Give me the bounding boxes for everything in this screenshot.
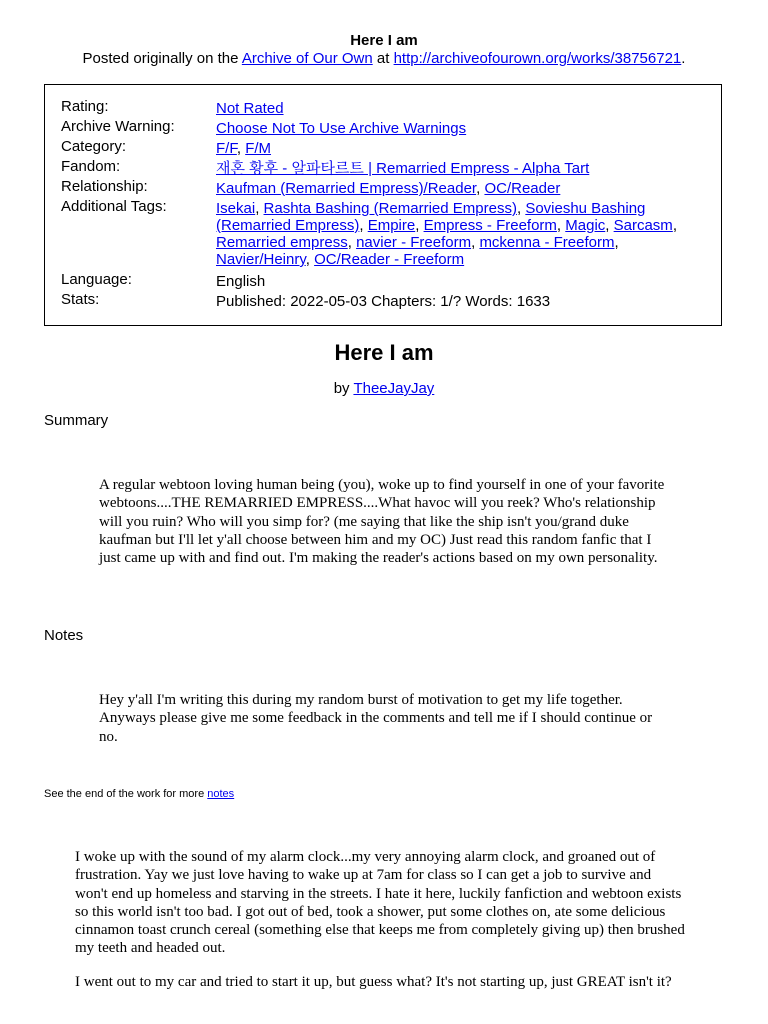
posted-line (0, 50, 768, 68)
posted-at: at (376, 50, 390, 67)
summary-heading: Summary (44, 412, 109, 429)
warning-link[interactable]: Choose Not To Use Archive Warnings (216, 120, 467, 137)
work-url-link[interactable]: http://archiveofourown.org/works/38756721 (393, 50, 682, 67)
relationship-link[interactable]: Kaufman (Remarried Empress)/Reader (216, 180, 477, 197)
rating-link[interactable]: Not Rated (216, 100, 284, 117)
archive-link[interactable]: Archive of Our Own (241, 50, 373, 67)
category-link[interactable]: F/M (245, 140, 272, 157)
stats-value: Published: 2022-05-03 Chapters: 1/? Words: 1633 (216, 293, 551, 310)
body-paragraph: I woke up with the sound of my alarm clock...my very annoying alarm clock, and groaned out of frustration. Yay we just love having to wake up at 7am for class so I can get a job to survive and won't end up homeless and starving in the streets. I hate it here, luckily fanfiction and webtoon exists so this world isn't too bad. I got out of bed, took a shower, put some clothes on, ate some delicious cinnamon toast crunch cereal (something else that keeps me from completely giving up) then brushed my teeth and headed out. (75, 849, 685, 957)
work-title: Here I am (334, 340, 434, 365)
language-value: English (216, 273, 266, 290)
stats-label: Stats: (61, 291, 100, 308)
tag-link[interactable]: Navier/Heinry (216, 251, 306, 268)
document-header (0, 32, 768, 68)
relationship-link[interactable]: OC/Reader (484, 180, 561, 197)
category-label: Category: (61, 138, 127, 155)
language-label: Language: (61, 271, 132, 288)
end-notes-prefix: See the end of the work for more (44, 788, 205, 800)
author-link[interactable]: TheeJayJay (353, 380, 435, 397)
end-notes-line (44, 788, 234, 800)
posted-prefix: Posted originally on the (82, 50, 239, 67)
tag-link[interactable]: Empress - Freeform (423, 217, 557, 234)
tag-link[interactable]: navier - Freeform (356, 234, 472, 251)
tag-link[interactable]: Empire (367, 217, 416, 234)
posted-period: . (681, 50, 686, 67)
tag-link[interactable]: Remarried empress (216, 234, 348, 251)
summary-text: A regular webtoon loving human being (you), woke up to find yourself in one of your favorite webtoons....THE REMARRIED EMPRESS....What havoc will you reek? Who's relationship will you ruin? Who will you simp for? (me saying that like the ship isn't you/grand duke kaufman but I'll let y'all choose between him and my OC) Just read this random fanfic that I just came up with and find out. I'm making the reader's actions based on my own personality. (99, 477, 665, 567)
tag-link[interactable]: Isekai (216, 200, 256, 217)
tag-link[interactable]: Sovieshu Bashing (Remarried Empress) (216, 200, 646, 234)
byline-by: by (333, 380, 350, 397)
category-link[interactable]: F/F (216, 140, 237, 157)
warning-label: Archive Warning: (61, 118, 175, 135)
notes-heading: Notes (44, 627, 84, 644)
header-title: Here I am (350, 32, 418, 49)
tag-link[interactable]: Sarcasm (613, 217, 673, 234)
tags-label: Additional Tags: (61, 198, 167, 215)
tag-link[interactable]: mckenna - Freeform (479, 234, 615, 251)
fandom-label: Fandom: (61, 158, 121, 175)
tag-link[interactable]: Magic (565, 217, 606, 234)
notes-text: Hey y'all I'm writing this during my random burst of motivation to get my life together. Anyways please give me some feedback in the comments and tell me if I should continue or no. (99, 692, 653, 745)
relationship-label: Relationship: (61, 178, 148, 195)
tag-link[interactable]: OC/Reader - Freeform (314, 251, 465, 268)
metadata-box: Rating: Not Rated Archive Warning: Choose Not To Use Archive Warnings Category: F/F, F/M Fandom: 재혼 황후 - 알파타르트 | Remarried Empress - Alpha Tart Relationship: Kaufman (Remarried Empress)/Reader, OC/Reader Additional Tags: Isekai, Rashta Bashing (Remarried Empress), Sovieshu Bashing (Remarried Empress), Empire, Empress - Freeform, Magic, Sarcasm, Remarried empress, navier - Freeform, mckenna - Freeform, Navier/Heinry, OC/Reader - Freeform Language: English Stats: Published: 2022-05-03 Chapters: 1/? Words: 1633 (44, 84, 722, 326)
tag-link[interactable]: Rashta Bashing (Remarried Empress) (263, 200, 517, 217)
byline (0, 380, 768, 397)
rating-label: Rating: (61, 98, 109, 115)
fandom-link[interactable]: 재혼 황후 - 알파타르트 | Remarried Empress - Alpha Tart (216, 160, 590, 177)
body-paragraph: I went out to my car and tried to start it up, but guess what? It's not starting up, just GREAT isn't it? (75, 974, 672, 990)
end-notes-link[interactable]: notes (207, 788, 235, 800)
